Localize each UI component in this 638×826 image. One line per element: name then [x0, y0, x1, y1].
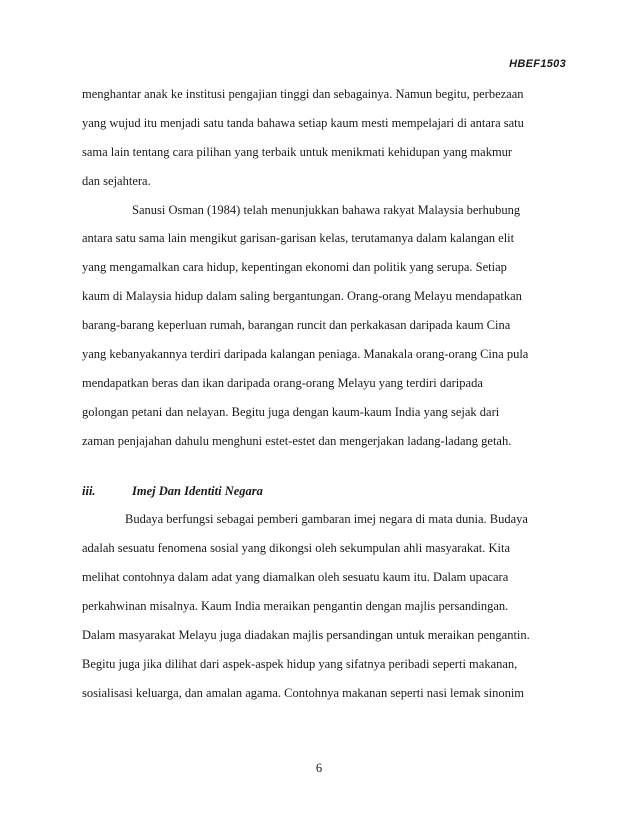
course-code-header: HBEF1503 [509, 58, 566, 70]
text-line: zaman penjajahan dahulu menghuni estet-estet dan mengerjakan ladang-ladang getah. [82, 433, 512, 448]
text-line: barang-barang keperluan rumah, barangan runcit dan perkakasan daripada kaum Cina [82, 318, 511, 333]
text-line: menghantar anak ke institusi pengajian tinggi dan sebagainya. Namun begitu, perbezaan [82, 87, 524, 101]
section-gap [82, 456, 566, 477]
section-heading-title: Imej Dan Identiti Negara [132, 483, 263, 498]
text-line: perkahwinan misalnya. Kaum India meraikan pengantin dengan majlis persandingan. [82, 599, 509, 614]
text-line: yang kebanyakannya terdiri daripada kalangan peniaga. Manakala orang-orang Cina pula [82, 347, 529, 362]
text-line: mendapatkan beras dan ikan daripada orang-orang Melayu yang terdiri daripada [82, 375, 483, 390]
section-heading-number: iii. [82, 483, 96, 498]
text-line: yang wujud itu menjadi satu tanda bahawa setiap kaum mesti mempelajari di antara satu [82, 115, 524, 130]
text-line: adalah sesuatu fenomena sosial yang dikongsi oleh sekumpulan ahli masyarakat. Kita [82, 541, 511, 556]
text-line: Sanusi Osman (1984) telah menunjukkan bahawa rakyat Malaysia berhubung [132, 202, 521, 217]
section-heading [82, 477, 566, 506]
text-line: Begitu juga jika dilihat dari aspek-aspek hidup yang sifatnya peribadi seperti makanan, [82, 656, 518, 671]
text-line: dan sejahtera. [82, 173, 151, 188]
paragraph-continuation [82, 80, 566, 196]
text-line: kaum di Malaysia hidup dalam saling bergantungan. Orang-orang Melayu mendapatkan [82, 289, 522, 304]
page-number: 6 [315, 761, 323, 775]
text-line: sosialisasi keluarga, dan amalan agama. Contohnya makanan seperti nasi lemak sinonim [82, 685, 525, 700]
text-line: golongan petani dan nelayan. Begitu juga dengan kaum-kaum India yang sejak dari [82, 404, 500, 419]
text-line: sama lain tentang cara pilihan yang terbaik untuk menikmati kehidupan yang makmur [82, 144, 513, 159]
paragraph-sanusi-osman [82, 196, 566, 456]
text-line: Dalam masyarakat Melayu juga diadakan majlis persandingan untuk meraikan pengantin. [82, 628, 530, 643]
document-body [82, 80, 566, 708]
paragraph-imej-identiti [82, 505, 566, 707]
text-line: antara satu sama lain mengikut garisan-garisan kelas, terutamanya dalam kalangan elit [82, 231, 515, 246]
text-line: melihat contohnya dalam adat yang diamalkan oleh sesuatu kaum itu. Dalam upacara [82, 570, 509, 585]
text-line: Budaya berfungsi sebagai pemberi gambaran imej negara di mata dunia. Budaya [125, 512, 528, 527]
text-line: yang mengamalkan cara hidup, kepentingan ekonomi dan politik yang serupa. Setiap [82, 260, 507, 275]
